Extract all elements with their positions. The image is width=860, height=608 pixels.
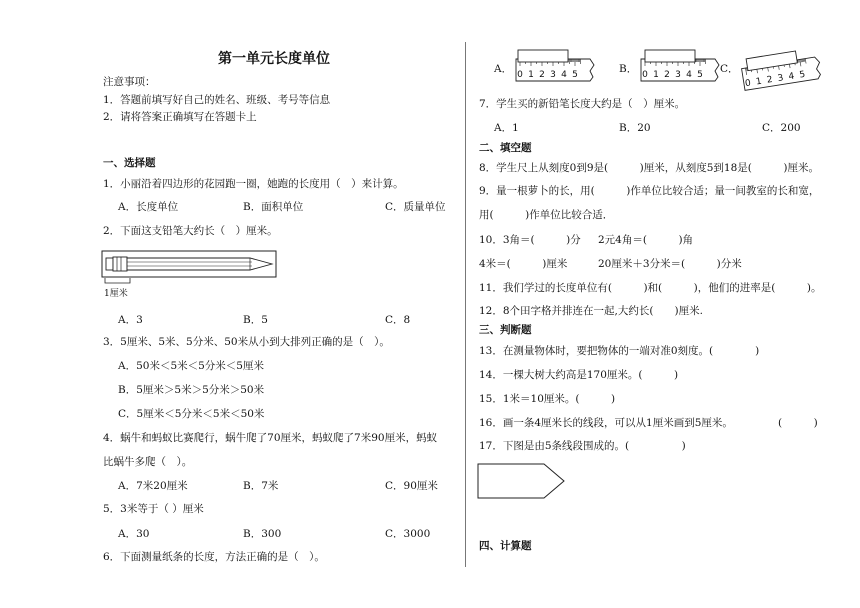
question-16: 16．画一条4厘米长的线段，可以从1厘米画到5厘米。 xyxy=(479,417,733,429)
q2-option-a: A．3 xyxy=(118,314,143,326)
q5-option-c: C．3000 xyxy=(385,528,431,540)
question-17: 17．下图是由5条线段围成的。( ) xyxy=(479,440,686,452)
ruler-tick-label: 0 xyxy=(744,78,752,90)
ruler-tick-label: 1 xyxy=(528,70,534,80)
ruler-tick-label: 5 xyxy=(798,69,806,81)
question-16-blank: ( ) xyxy=(778,417,818,429)
pencil-eraser xyxy=(106,258,113,270)
section-heading-calc: 四、计算题 xyxy=(479,540,532,552)
ruler-option-a xyxy=(512,47,594,87)
question-14: 14．一棵大树大约高是170厘米。( ) xyxy=(479,369,679,381)
question-9-line-1: 9．量一根萝卜的长，用( )作单位比较合适；量一间教室的长和宽， xyxy=(479,185,820,197)
ruler-tick-label: 0 xyxy=(642,70,648,80)
question-9-line-2: 用( )作单位比较合适． xyxy=(479,209,614,221)
ruler-tick-label: 3 xyxy=(777,73,785,85)
ruler-tick-label: 3 xyxy=(675,70,681,80)
q6-option-a: A． xyxy=(494,63,513,75)
question-8: 8．学生尺上从刻度0到9是( )厘米，从刻度5到18是( )厘米。 xyxy=(479,162,819,174)
ruler-tick-label: 4 xyxy=(787,71,796,83)
ruler-tick-label: 5 xyxy=(697,70,703,80)
question-15: 15．1米＝10厘米。( ) xyxy=(479,393,616,405)
ruler-tick-label: 2 xyxy=(539,70,545,80)
question-11: 11．我们学过的长度单位有( )和( )，他们的进率是( )。 xyxy=(479,282,822,294)
q5-option-b: B．300 xyxy=(243,528,282,540)
q7-option-b: B．20 xyxy=(619,122,651,134)
ruler-option-c xyxy=(738,46,830,90)
ruler-tick-label: 3 xyxy=(550,70,556,80)
pencil-scale-label: 1厘米 xyxy=(104,289,128,299)
question-2: 2．下面这支铅笔大约长（ ）厘米。 xyxy=(103,225,278,237)
question-6: 6．下面测量纸条的长度，方法正确的是（ ）。 xyxy=(103,551,325,563)
section-heading-choice: 一、选择题 xyxy=(103,157,156,169)
q3-option-c: C．5厘米＜5分米＜5米＜50米 xyxy=(118,408,265,420)
q5-option-a: A．30 xyxy=(118,528,150,540)
question-4-line-1: 4．蜗牛和蚂蚁比赛爬行，蜗牛爬了70厘米，蚂蚁爬了7米90厘米，蚂蚁 xyxy=(103,432,438,444)
q6-option-b: B． xyxy=(619,63,638,75)
q6-option-c: C． xyxy=(720,63,739,75)
q2-option-b: B．5 xyxy=(243,314,268,326)
q4-option-a: A．7米20厘米 xyxy=(118,480,188,492)
section-heading-judge: 三、判断题 xyxy=(479,324,532,336)
pentagon-figure xyxy=(476,462,568,502)
q1-option-b: B．面积单位 xyxy=(243,201,304,213)
question-10-a: 10．3角＝( )分 xyxy=(479,234,581,246)
ruler-tick-label: 1 xyxy=(653,70,659,80)
scale-bracket xyxy=(105,278,130,283)
question-7: 7．学生买的新铅笔长度大约是（ ）厘米。 xyxy=(479,98,686,110)
q4-option-c: C．90厘米 xyxy=(385,480,438,492)
paper-strip xyxy=(645,50,695,62)
q2-option-c: C．8 xyxy=(385,314,411,326)
question-3: 3．5厘米、5米、5分米、50米从小到大排列正确的是（ ）。 xyxy=(103,336,390,348)
ruler-option-b xyxy=(637,47,719,87)
question-10-b: 2元4角＝( )角 xyxy=(598,234,694,246)
q1-option-a: A．长度单位 xyxy=(118,201,179,213)
ruler-tick-label: 0 xyxy=(517,70,523,80)
notice-item-1: 1．答题前填写好自己的姓名、班级、考号等信息 xyxy=(103,94,331,106)
question-13: 13．在测量物体时，要把物体的一端对准0刻度。( ) xyxy=(479,345,760,357)
section-heading-fill: 二、填空题 xyxy=(479,142,532,154)
ruler-tick-label: 1 xyxy=(755,76,763,88)
ruler-tick-label: 5 xyxy=(572,70,578,80)
ruler-tick-label: 4 xyxy=(686,70,692,80)
question-10-c: 4米＝( )厘米 xyxy=(479,258,568,270)
pencil-figure xyxy=(100,250,280,290)
question-12: 12．8个田字格并排连在一起,大约长( )厘米. xyxy=(479,305,703,317)
paper-strip xyxy=(518,50,568,62)
ruler-tick-label: 2 xyxy=(766,74,774,86)
q3-option-a: A．50米＜5米＜5分米＜5厘米 xyxy=(118,360,264,372)
q4-option-b: B．7米 xyxy=(243,480,279,492)
q1-option-c: C．质量单位 xyxy=(385,201,446,213)
pencil-ferrule xyxy=(113,257,127,271)
question-5: 5．3米等于（ ）厘米 xyxy=(103,503,204,515)
notice-item-2: 2．请将答案正确填写在答题卡上 xyxy=(103,111,257,123)
q3-option-b: B．5厘米＞5米＞5分米＞50米 xyxy=(118,384,265,396)
q7-option-c: C．200 xyxy=(762,122,801,134)
question-1: 1．小丽沿着四边形的花园跑一圈，她跑的长度用（ ）来计算。 xyxy=(103,178,404,190)
q7-option-a: A．1 xyxy=(494,122,519,134)
column-divider xyxy=(465,42,466,567)
ruler-tick-label: 2 xyxy=(664,70,670,80)
pentagon-shape xyxy=(478,464,564,498)
ruler-tick-label: 4 xyxy=(561,70,567,80)
question-10-d: 20厘米＋3分米＝( )分米 xyxy=(598,258,742,270)
notice-heading: 注意事项： xyxy=(103,76,156,88)
page-title: 第一单元长度单位 xyxy=(218,51,330,67)
question-4-line-2: 比蜗牛多爬（ ）。 xyxy=(103,456,193,468)
